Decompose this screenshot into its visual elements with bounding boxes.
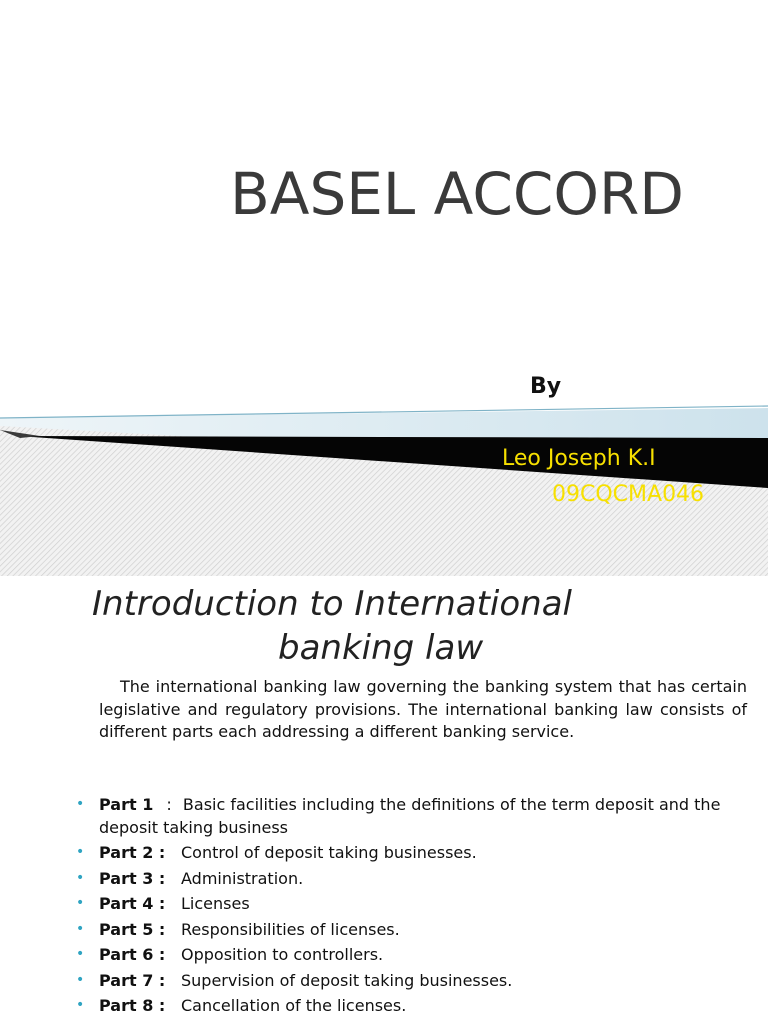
- part-label: Part 8 :: [99, 996, 166, 1015]
- part-description: Responsibilities of licenses.: [181, 919, 400, 939]
- bullet-dot-icon: •: [76, 946, 85, 962]
- part-description: Licenses: [181, 894, 250, 913]
- bullet-dot-icon: •: [76, 971, 85, 988]
- slide-heading-line2: banking law: [278, 628, 484, 668]
- part-description: Basic facilities including the definitions of the term deposit and the deposit taking business: [99, 795, 721, 837]
- author-name: Leo Joseph K.I: [502, 446, 656, 471]
- part-description: Control of deposit taking businesses.: [181, 843, 477, 862]
- bullet-dot-icon: •: [76, 997, 85, 1013]
- part-label: Part 4 :: [99, 894, 166, 913]
- registration-number: 09CQCMA046: [552, 482, 705, 507]
- bullet-dot-icon: •: [76, 869, 85, 886]
- part-label: Part 3 :: [99, 868, 166, 888]
- part-label: Part 5 :: [99, 919, 166, 939]
- part-list-item: [76, 842, 736, 865]
- part-list-item: [76, 995, 736, 1018]
- part-list-item: [76, 868, 736, 891]
- part-list-item: [76, 919, 736, 942]
- part-label: Part 2 :: [99, 843, 166, 862]
- part-description: Supervision of deposit taking businesses.: [181, 970, 513, 990]
- bullet-dot-icon: •: [76, 920, 85, 937]
- by-label: By: [530, 374, 562, 399]
- presentation-title: BASEL ACCORD: [230, 160, 684, 228]
- part-label: Part 7 :: [99, 970, 166, 990]
- bullet-dot-icon: •: [76, 895, 85, 911]
- parts-list: [76, 794, 736, 1021]
- part-label: Part 6 :: [99, 945, 166, 964]
- part-description: Cancellation of the licenses.: [181, 996, 407, 1015]
- slide-heading-line1: Introduction to International: [92, 584, 572, 624]
- part-description: Opposition to controllers.: [181, 945, 384, 964]
- intro-paragraph: The international banking law governing the banking system that has certain legislative and regulatory provisions. The international banking law consists of different parts each addressing a different banking service.: [99, 677, 747, 741]
- part-separator: :: [161, 795, 177, 814]
- part-list-item: [76, 794, 736, 839]
- bullet-dot-icon: •: [76, 844, 85, 860]
- part-list-item: [76, 944, 736, 967]
- content-slide: [0, 576, 768, 1024]
- part-label: Part 1: [99, 795, 154, 814]
- part-description: Administration.: [181, 868, 304, 888]
- bullet-dot-icon: •: [76, 796, 85, 812]
- part-list-item: [76, 893, 736, 916]
- part-list-item: [76, 970, 736, 993]
